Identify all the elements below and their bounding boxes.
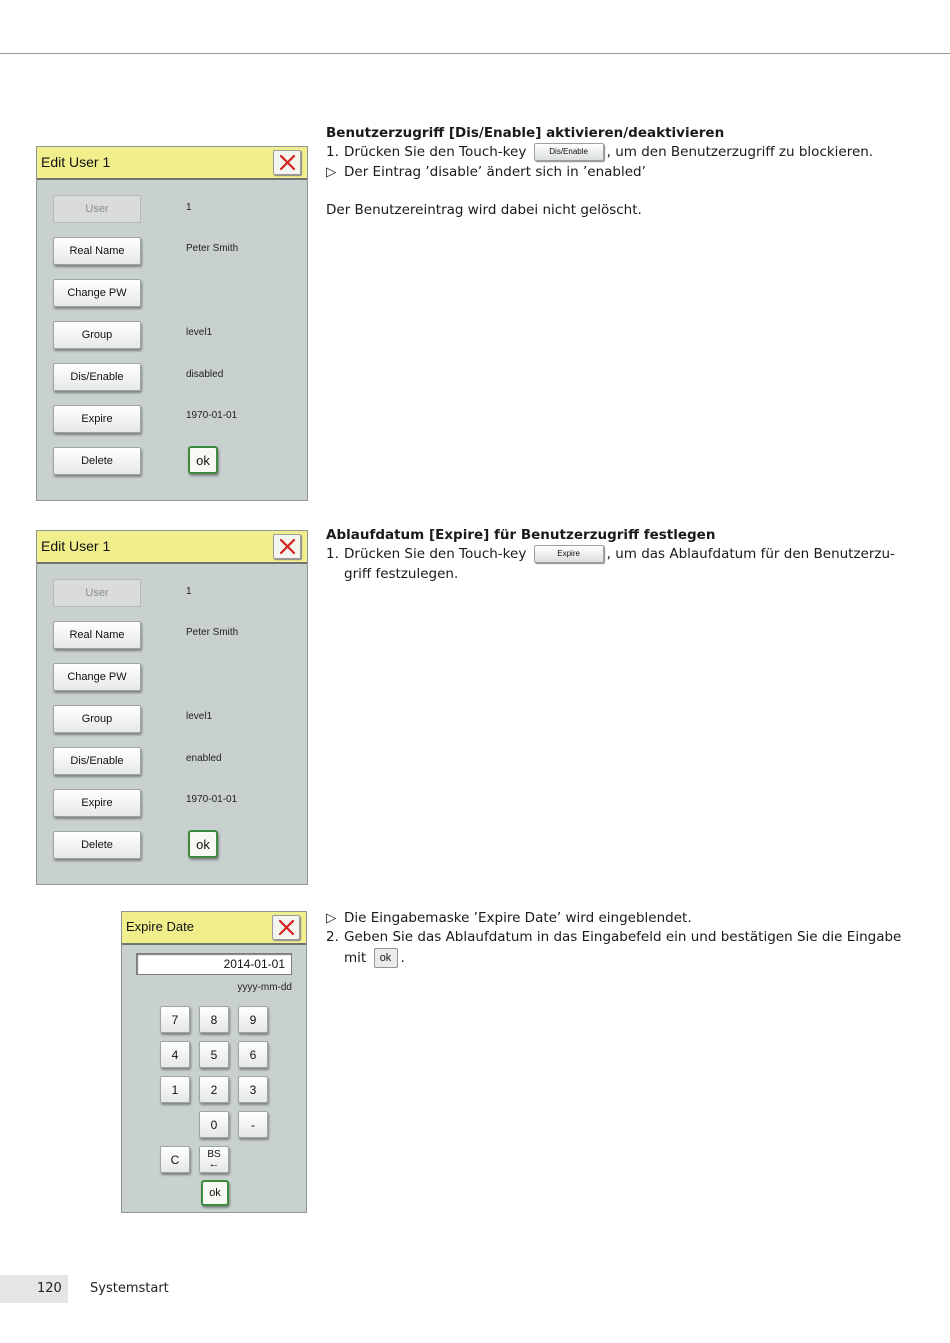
status-value: disabled xyxy=(186,369,224,380)
expire-button[interactable]: Expire xyxy=(53,405,141,433)
panel-title: Edit User 1 xyxy=(41,154,111,170)
key-3[interactable]: 3 xyxy=(238,1076,268,1103)
top-rule xyxy=(0,53,950,54)
key-minus[interactable]: - xyxy=(238,1111,268,1138)
key-9[interactable]: 9 xyxy=(238,1006,268,1033)
section1-step xyxy=(326,143,873,162)
step-number: 1. xyxy=(326,546,339,562)
expire-value: 1970-01-01 xyxy=(186,794,238,805)
group-button[interactable]: Group xyxy=(53,705,141,733)
key-6[interactable]: 6 xyxy=(238,1041,268,1068)
step-text: Drücken Sie den Touch-key xyxy=(344,546,527,562)
result-triangle-icon: ▷ xyxy=(326,164,337,180)
expire-key-inline: Expire xyxy=(534,545,604,563)
dis-enable-button[interactable]: Dis/Enable xyxy=(53,363,141,391)
expire-date-panel xyxy=(121,911,307,1213)
footer-section: Systemstart xyxy=(90,1281,169,1296)
panel-title: Edit User 1 xyxy=(41,538,111,554)
panel-header xyxy=(122,912,306,945)
real-name-button[interactable]: Real Name xyxy=(53,237,141,265)
section1-heading: Benutzerzugriff [Dis/Enable] aktivieren/deaktivieren xyxy=(326,125,725,141)
dis-enable-button[interactable]: Dis/Enable xyxy=(53,747,141,775)
page-number: 120 xyxy=(37,1281,62,1296)
date-format-hint: yyyy-mm-dd xyxy=(237,982,292,993)
edit-user-panel-2 xyxy=(36,530,308,885)
section3-step-cont xyxy=(344,948,405,968)
key-0[interactable]: 0 xyxy=(199,1111,229,1138)
user-value: 1 xyxy=(186,202,192,213)
user-button: User xyxy=(53,195,141,223)
delete-button[interactable]: Delete xyxy=(53,447,141,475)
section1-result xyxy=(326,163,646,182)
result-text: Der Eintrag ’disable’ ändert sich in ’enabled’ xyxy=(344,164,646,180)
real-name-value: Peter Smith xyxy=(186,627,239,638)
close-icon xyxy=(279,538,296,555)
key-backspace[interactable]: BS ← xyxy=(199,1146,229,1173)
section3-step xyxy=(326,928,901,947)
group-button[interactable]: Group xyxy=(53,321,141,349)
section1-note: Der Benutzereintrag wird dabei nicht gelöscht. xyxy=(326,202,642,218)
step-number: 1. xyxy=(326,144,339,160)
close-button[interactable] xyxy=(272,915,300,940)
ok-button[interactable]: ok xyxy=(201,1180,229,1206)
result-text: Die Eingabemaske ’Expire Date’ wird eingeblendet. xyxy=(344,910,692,926)
backspace-arrow-icon: ← xyxy=(208,1158,220,1170)
expire-value: 1970-01-01 xyxy=(186,410,238,421)
user-value: 1 xyxy=(186,586,192,597)
close-icon xyxy=(279,154,296,171)
user-button: User xyxy=(53,579,141,607)
section2-step xyxy=(326,545,895,564)
section2-step-cont xyxy=(344,565,458,584)
step-text-post: , um das Ablaufdatum für den Benutzerzu- xyxy=(606,546,895,562)
step-number: 2. xyxy=(326,929,339,945)
section2-heading: Ablaufdatum [Expire] für Benutzerzugriff festlegen xyxy=(326,527,716,543)
key-2[interactable]: 2 xyxy=(199,1076,229,1103)
panel-header xyxy=(37,147,307,180)
group-value: level1 xyxy=(186,711,213,722)
expire-button[interactable]: Expire xyxy=(53,789,141,817)
key-clear[interactable]: C xyxy=(160,1146,190,1173)
date-input[interactable]: 2014-01-01 xyxy=(136,953,292,975)
step-text: Geben Sie das Ablaufdatum in das Eingabefeld ein und bestätigen Sie die Eingabe xyxy=(344,929,902,945)
ok-key-inline: ok xyxy=(374,948,398,968)
group-value: level1 xyxy=(186,327,213,338)
step-text-cont: mit xyxy=(344,950,367,966)
close-button[interactable] xyxy=(273,534,301,559)
step-text-cont: griff festzulegen. xyxy=(344,566,459,582)
section3-result xyxy=(326,909,692,928)
real-name-button[interactable]: Real Name xyxy=(53,621,141,649)
key-7[interactable]: 7 xyxy=(160,1006,190,1033)
step-text-post: , um den Benutzerzugriff zu blockieren. xyxy=(606,144,874,160)
real-name-value: Peter Smith xyxy=(186,243,239,254)
ok-button[interactable]: ok xyxy=(188,830,218,858)
key-8[interactable]: 8 xyxy=(199,1006,229,1033)
change-pw-button[interactable]: Change PW xyxy=(53,279,141,307)
panel-title: Expire Date xyxy=(126,919,194,934)
key-4[interactable]: 4 xyxy=(160,1041,190,1068)
close-button[interactable] xyxy=(273,150,301,175)
change-pw-button[interactable]: Change PW xyxy=(53,663,141,691)
key-1[interactable]: 1 xyxy=(160,1076,190,1103)
status-value: enabled xyxy=(186,753,222,764)
key-5[interactable]: 5 xyxy=(199,1041,229,1068)
step-text: Drücken Sie den Touch-key xyxy=(344,144,527,160)
panel-header xyxy=(37,531,307,564)
result-triangle-icon: ▷ xyxy=(326,910,337,926)
ok-button[interactable]: ok xyxy=(188,446,218,474)
dis-enable-key-inline: Dis/Enable xyxy=(534,143,604,161)
edit-user-panel-1 xyxy=(36,146,308,501)
step-text-end: . xyxy=(400,950,405,966)
close-icon xyxy=(278,919,295,936)
delete-button[interactable]: Delete xyxy=(53,831,141,859)
